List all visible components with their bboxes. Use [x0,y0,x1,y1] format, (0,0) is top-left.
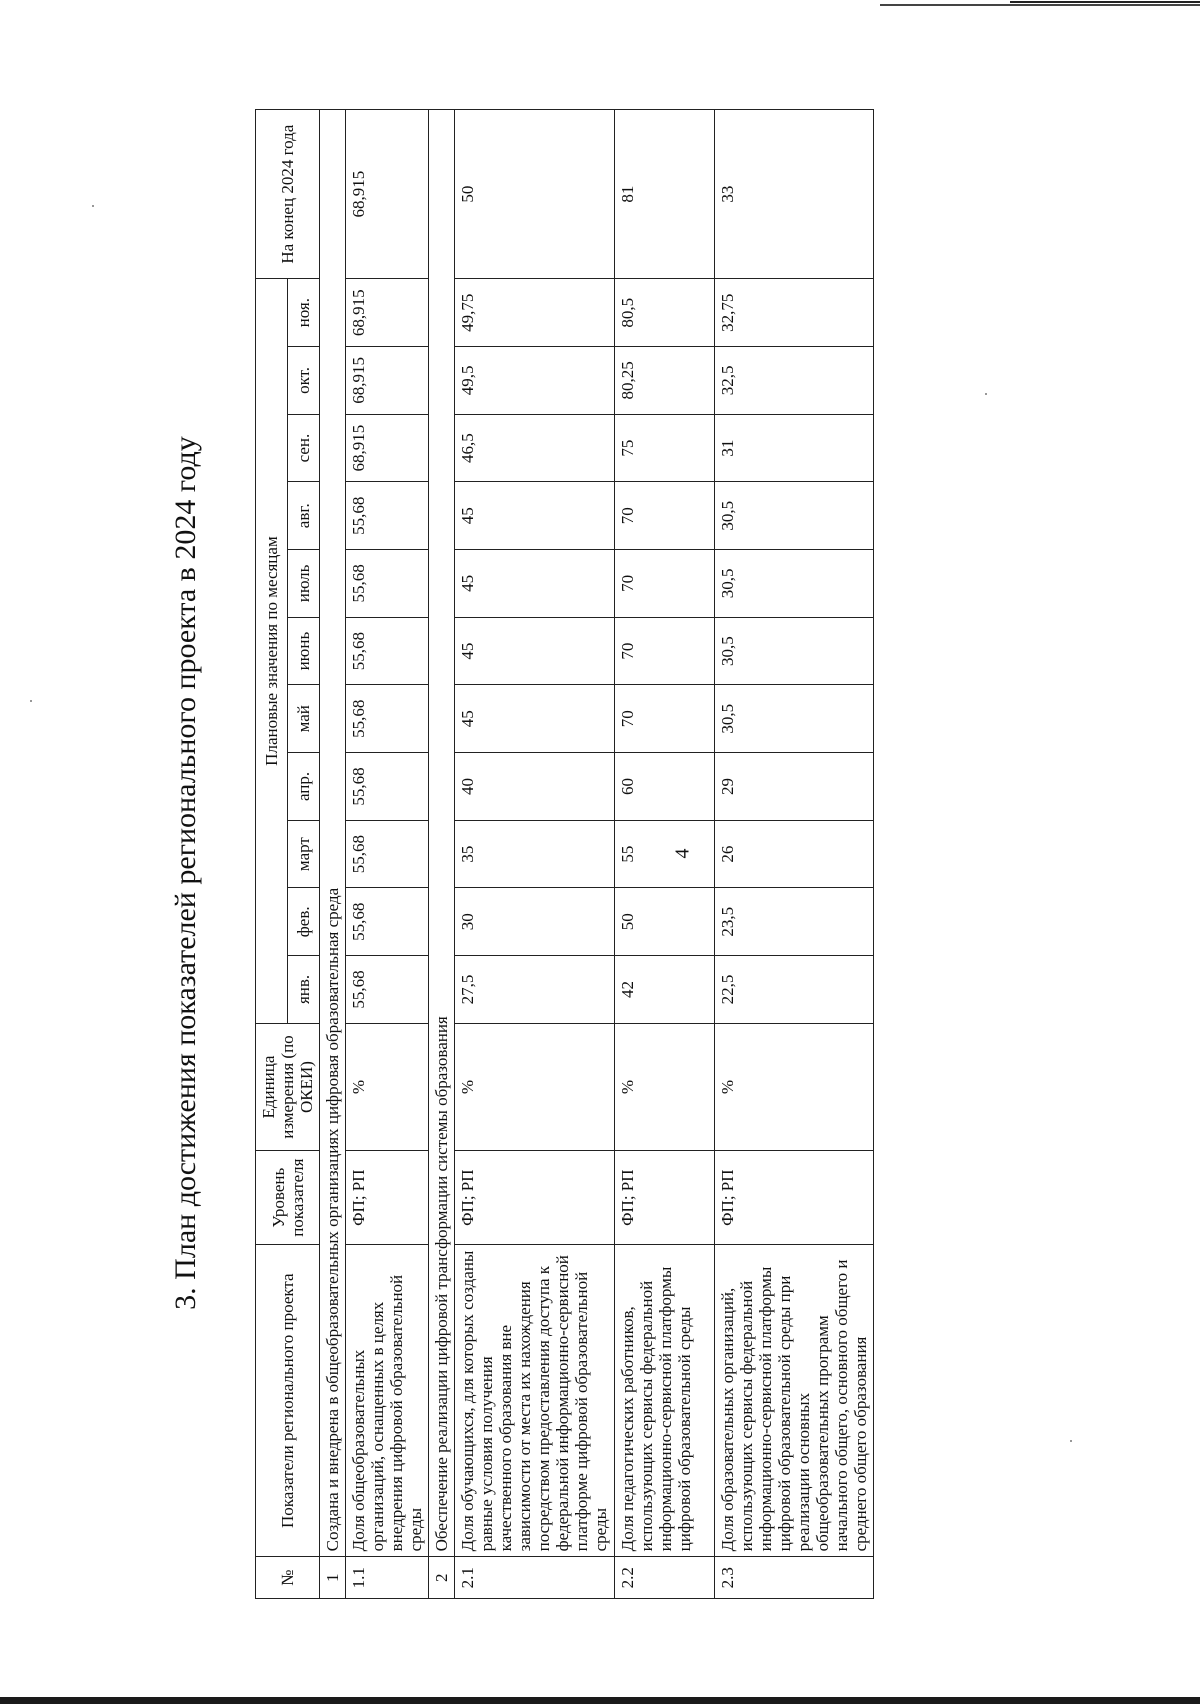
scan-edge-line [880,4,1200,6]
month-value: 32,75 [715,279,874,347]
table-row [715,110,874,1599]
month-value: 75 [615,414,715,482]
scan-speck [30,700,32,702]
month-value: 30,5 [715,685,874,753]
month-value: 80,25 [615,347,715,415]
section-row [320,110,346,1599]
header-level: Уровень показателя [256,1151,320,1245]
month-header: авг. [288,482,320,550]
row-indicator: Доля педагогических работников, использующих сервисы федеральной информационно-сервисной платформы цифровой образовательной среды [615,1245,715,1557]
month-value: 29 [715,753,874,821]
table-row [455,110,615,1599]
month-value: 55,68 [346,820,429,888]
month-value: 68,915 [346,347,429,415]
row-unit: % [715,1023,874,1151]
row-level: ФП; РП [615,1151,715,1245]
month-header: ноя. [288,279,320,347]
month-value: 80,5 [615,279,715,347]
month-value: 23,5 [715,888,874,956]
year-end-value: 68,915 [346,110,429,279]
month-value: 60 [615,753,715,821]
row-num: 2.1 [455,1557,615,1599]
month-header: янв. [288,956,320,1024]
month-header: март [288,820,320,888]
month-value: 35 [455,820,615,888]
section-row [429,110,455,1599]
month-header: сен. [288,414,320,482]
section-title: Создана и внедрена в общеобразовательных организациях цифровая образовательная среда [320,110,346,1557]
month-value: 45 [455,685,615,753]
month-header: апр. [288,753,320,821]
row-level: ФП; РП [455,1151,615,1245]
month-value: 27,5 [455,956,615,1024]
month-value: 70 [615,482,715,550]
scan-edge-line [1010,1,1200,3]
month-value: 55,68 [346,617,429,685]
section-num: 1 [320,1557,346,1599]
row-level: ФП; РП [715,1151,874,1245]
page-title: 3. План достижения показателей регионального проекта в 2024 году [169,436,202,1310]
year-end-value: 50 [455,110,615,279]
month-value: 31 [715,414,874,482]
row-num: 2.2 [615,1557,715,1599]
row-unit: % [615,1023,715,1151]
header-monthly: Плановые значения по месяцам [256,279,288,1023]
month-value: 55,68 [346,550,429,618]
month-value: 30,5 [715,550,874,618]
plan-table [255,109,874,1599]
month-value: 68,915 [346,279,429,347]
page-number: 4 [671,848,694,859]
header-indicator: Показатели регионального проекта [256,1245,320,1557]
month-header: окт. [288,347,320,415]
header-year-end: На конец 2024 года [256,110,320,279]
scan-speck [92,205,94,207]
month-value: 68,915 [346,414,429,482]
row-indicator: Доля обучающихся, для которых созданы равные условия получения качественного образования вне зависимости от места их нахождения посредством предоставления доступа к федеральной информационно-сервисной платформе цифровой образовательной среды [455,1245,615,1557]
month-value: 30,5 [715,617,874,685]
month-value: 55,68 [346,888,429,956]
row-indicator: Доля общеобразовательных организаций, оснащенных в целях внедрения цифровой образовательной среды [346,1245,429,1557]
month-header: июнь [288,617,320,685]
month-value: 55 [615,820,715,888]
month-value: 45 [455,550,615,618]
header-unit: Единица измерения (по ОКЕИ) [256,1023,320,1151]
table-row [346,110,429,1599]
year-end-value: 33 [715,110,874,279]
month-value: 40 [455,753,615,821]
month-value: 46,5 [455,414,615,482]
row-unit: % [346,1023,429,1151]
month-value: 55,68 [346,482,429,550]
month-value: 32,5 [715,347,874,415]
month-value: 22,5 [715,956,874,1024]
month-value: 42 [615,956,715,1024]
section-title: Обеспечение реализации цифровой трансформации системы образования [429,110,455,1557]
month-header: фев. [288,888,320,956]
month-value: 45 [455,482,615,550]
section-num: 2 [429,1557,455,1599]
month-value: 70 [615,685,715,753]
month-header: май [288,685,320,753]
rotated-table-sheet [255,109,1200,1599]
month-value: 49,75 [455,279,615,347]
row-num: 2.3 [715,1557,874,1599]
month-header: июль [288,550,320,618]
month-value: 30,5 [715,482,874,550]
table-row [615,110,715,1599]
month-value: 45 [455,617,615,685]
row-num: 1.1 [346,1557,429,1599]
month-value: 55,68 [346,956,429,1024]
row-unit: % [455,1023,615,1151]
month-value: 26 [715,820,874,888]
year-end-value: 81 [615,110,715,279]
month-value: 70 [615,550,715,618]
row-indicator: Доля образовательных организаций, использующих сервисы федеральной информационно-сервисной платформы цифровой образовательной среды при реализации основных общеобразовательных программ начального общего, основного общего и среднего общего образования [715,1245,874,1557]
month-value: 49,5 [455,347,615,415]
month-value: 30 [455,888,615,956]
scan-edge-line [0,1697,1200,1704]
row-level: ФП; РП [346,1151,429,1245]
month-value: 55,68 [346,685,429,753]
header-num: № [256,1557,320,1599]
month-value: 70 [615,617,715,685]
month-value: 55,68 [346,753,429,821]
month-value: 50 [615,888,715,956]
